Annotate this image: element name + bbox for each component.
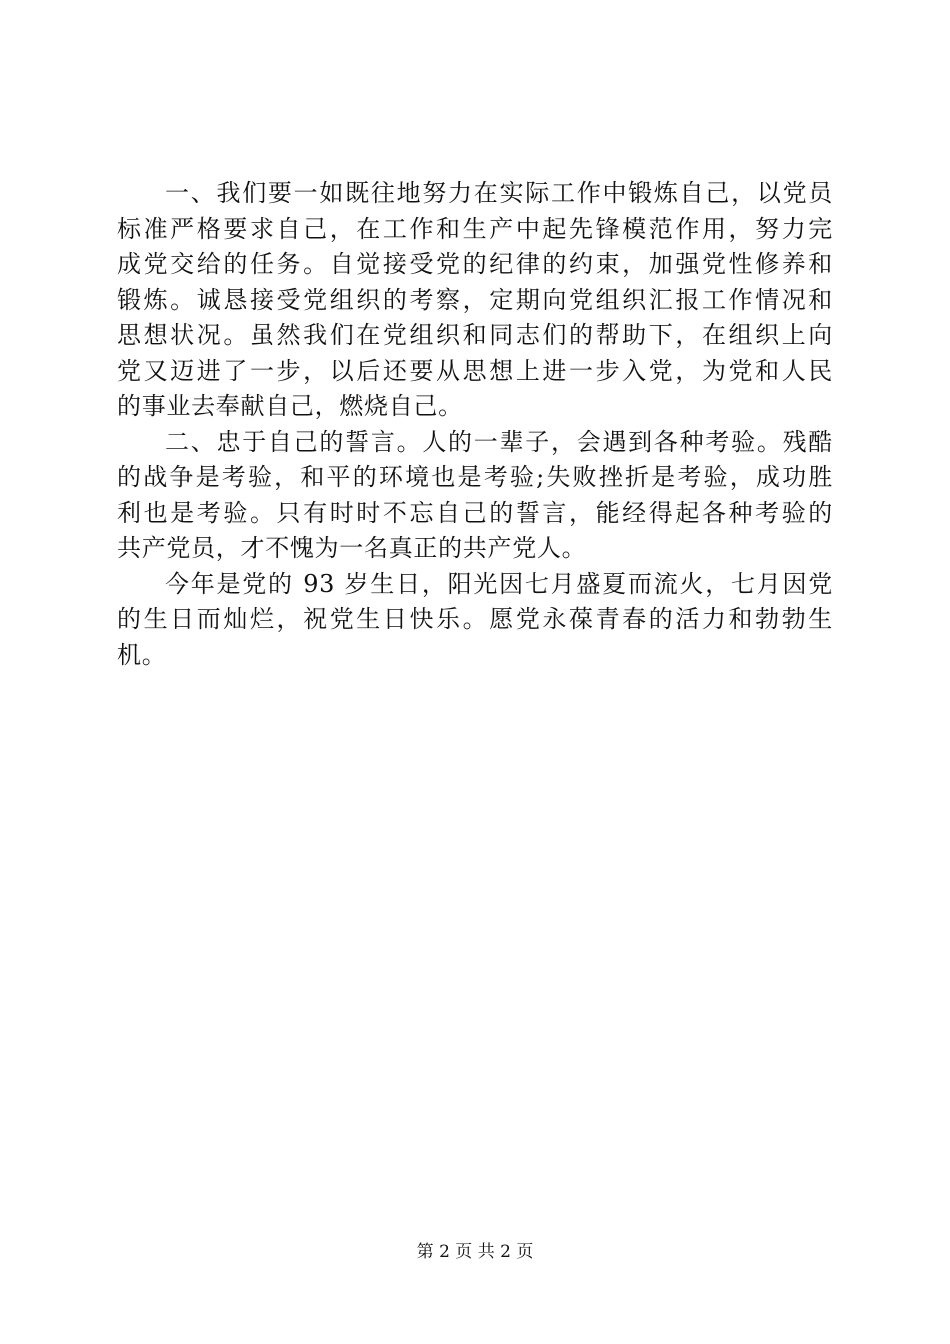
text-line: 思想状况。虽然我们在党组织和同志们的帮助下，在组织上向 <box>117 321 833 349</box>
page-number-footer: 第 2 页 共 2 页 <box>416 1242 534 1262</box>
text-line: 的生日而灿烂，祝党生日快乐。愿党永葆青春的活力和勃勃生 <box>117 605 833 633</box>
text-line: 锻炼。诚恳接受党组织的考察，定期向党组织汇报工作情况和 <box>117 285 833 314</box>
text-line: 二、忠于自己的誓言。人的一辈子，会遇到各种考验。残酷 <box>165 427 833 456</box>
text-line: 的事业去奉献自己，燃烧自己。 <box>117 392 463 420</box>
text-line: 利也是考验。只有时时不忘自己的誓言，能经得起各种考验的 <box>117 498 833 527</box>
paragraph-2 <box>117 425 833 567</box>
paragraph-1 <box>117 176 833 425</box>
text-line: 共产党员，才不愧为一名真正的共产党人。 <box>117 534 587 562</box>
text-line: 成党交给的任务。自觉接受党的纪律的约束，加强党性修养和 <box>117 250 833 278</box>
text-line: 机。 <box>117 640 167 669</box>
text-line: 党又迈进了一步，以后还要从思想上进一步入党，为党和人民 <box>117 356 833 385</box>
document-body <box>117 176 833 673</box>
text-line: 一、我们要一如既往地努力在实际工作中锻炼自己，以党员 <box>165 179 833 207</box>
paragraph-3 <box>117 567 833 674</box>
text-line: 今年是党的 93 岁生日，阳光因七月盛夏而流火，七月因党 <box>165 569 833 598</box>
text-line: 标准严格要求自己，在工作和生产中起先锋模范作用，努力完 <box>117 214 833 243</box>
text-line: 的战争是考验，和平的环境也是考验;失败挫折是考验，成功胜 <box>117 463 833 491</box>
